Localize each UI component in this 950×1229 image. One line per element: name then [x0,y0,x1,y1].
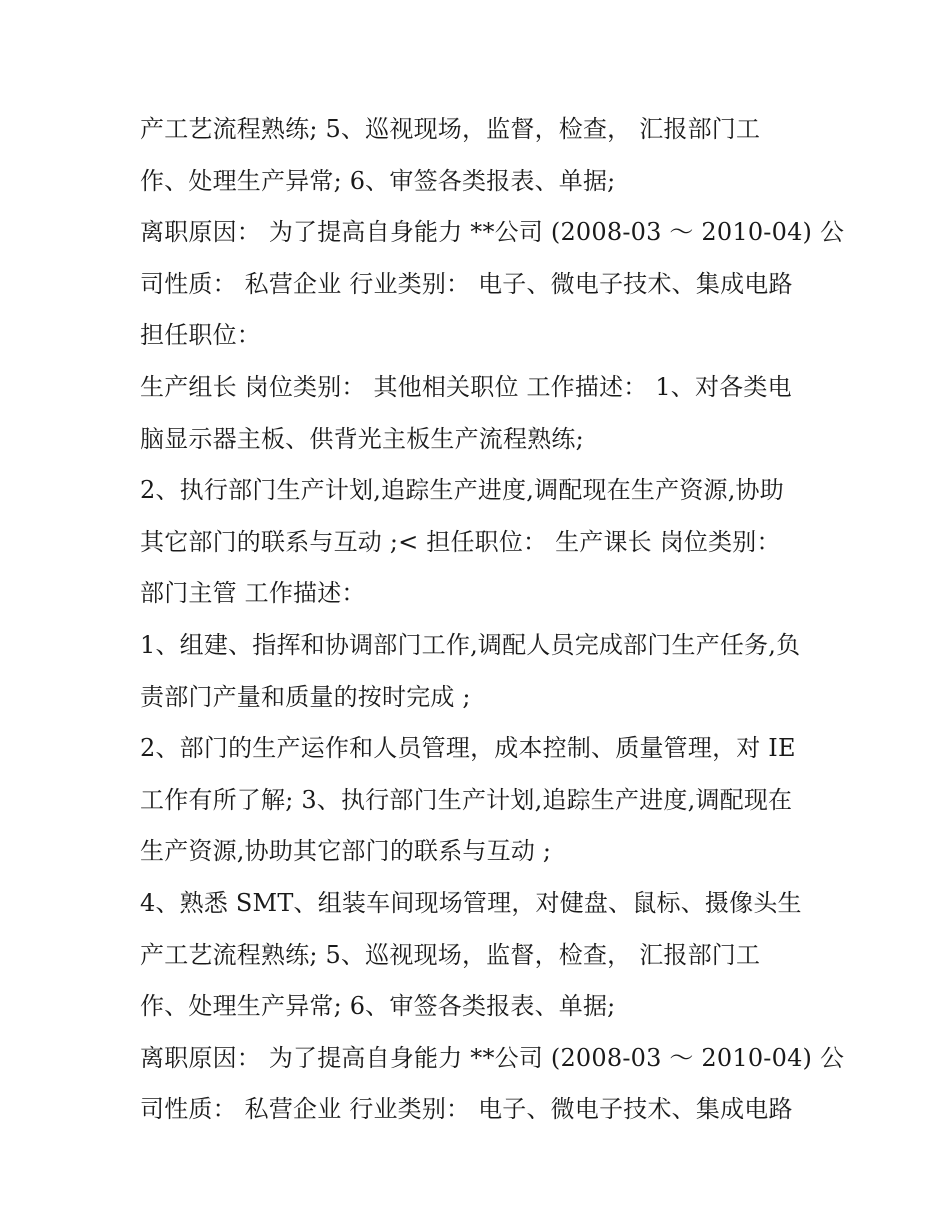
text-line: 担任职位： [140,321,261,350]
text-line: 脑显示器主板、供背光主板生产流程熟练; [140,424,584,453]
text-line: 生产组长 岗位类别： 其他相关职位 工作描述： 1、对各类电 [140,372,792,401]
text-line: 4、熟悉 SMT、组装车间现场管理，对健盘、鼠标、摄像头生 [140,888,802,917]
text-line: 离职原因： 为了提高自身能力 **公司 (2008-03 ～ 2010-04) 公 [140,218,845,247]
text-line: 产工艺流程熟练; 5、巡视现场，监督，检查， 汇报部门工 [140,115,761,143]
text-line: 作、处理生产异常; 6、审签各类报表、单据; [140,992,616,1021]
text-line: 司性质： 私营企业 行业类别： 电子、微电子技术、集成电路 [140,269,793,298]
text-line: 部门主管 工作描述： [140,579,366,608]
text-line: 产工艺流程熟练; 5、巡视现场，监督，检查， 汇报部门工 [140,940,761,969]
text-line: 其它部门的联系与互动 ;< 担任职位： 生产课长 岗位类别： [140,527,781,556]
text-line: 工作有所了解; 3、执行部门生产计划,追踪生产进度,调配现在 [140,785,793,814]
text-line: 2、部门的生产运作和人员管理，成本控制、质量管理，对 IE [140,734,796,763]
text-line: 司性质： 私营企业 行业类别： 电子、微电子技术、集成电路 [140,1095,793,1124]
text-line: 2、执行部门生产计划,追踪生产进度,调配现在生产资源,协助 [140,476,784,505]
text-line: 离职原因： 为了提高自身能力 **公司 (2008-03 ～ 2010-04) 公 [140,1043,845,1072]
resume-body-text [140,104,845,1136]
text-line: 责部门产量和质量的按时完成 ; [140,682,471,711]
text-line: 生产资源,协助其它部门的联系与互动 ; [140,837,552,866]
text-line: 作、处理生产异常; 6、审签各类报表、单据; [140,166,616,195]
text-line: 1、组建、指挥和协调部门工作,调配人员完成部门生产任务,负 [140,630,801,659]
